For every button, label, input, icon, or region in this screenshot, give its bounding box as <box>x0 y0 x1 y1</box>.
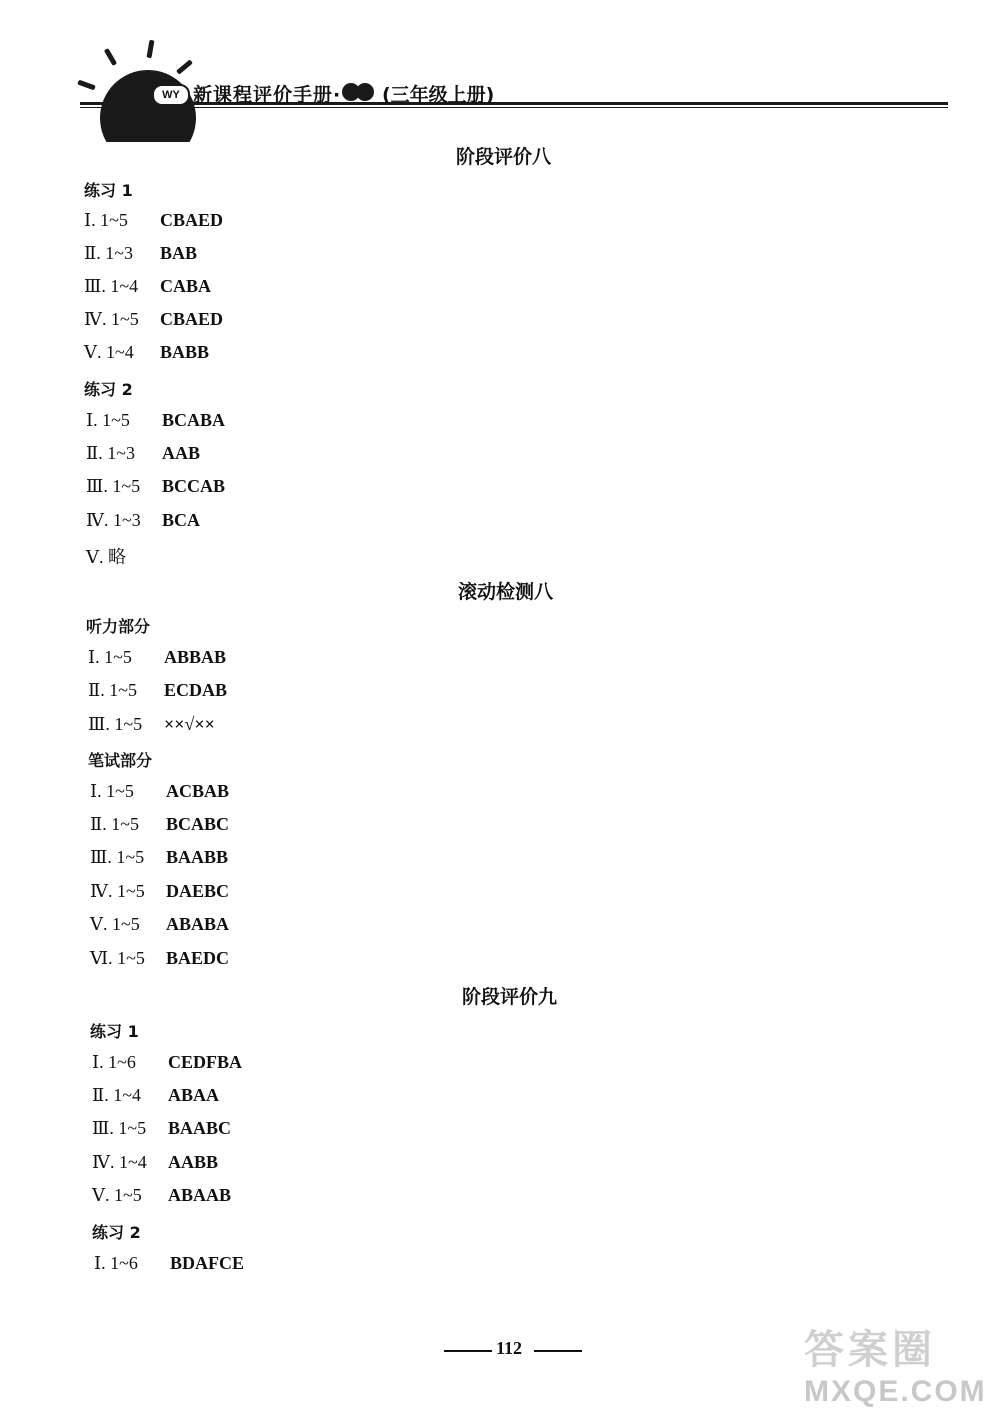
section-title: 阶段评价九 <box>462 986 558 1008</box>
answer-row <box>92 1118 231 1139</box>
answer-row <box>90 881 229 902</box>
answer-row <box>86 510 200 531</box>
answer-key: ABABA <box>166 914 230 934</box>
answer-key: ABBAB <box>164 647 227 667</box>
answer-key: BAABC <box>168 1118 232 1138</box>
question-range: Ⅳ. 1~5 <box>84 309 139 329</box>
answer-row <box>84 309 223 330</box>
answer-row <box>86 410 225 431</box>
question-range: Ⅱ. 1~5 <box>88 680 137 700</box>
question-range: Ⅴ. 1~5 <box>92 1185 142 1205</box>
question-range: Ⅰ. 1~5 <box>84 210 128 230</box>
question-range: Ⅳ. 1~4 <box>92 1152 147 1172</box>
answer-key: BAEDC <box>166 948 230 968</box>
sun-ray-icon <box>77 80 96 91</box>
question-range: Ⅰ. 1~5 <box>88 647 132 667</box>
answer-row <box>84 243 197 264</box>
answer-row <box>86 443 200 464</box>
answer-key: CABA <box>160 276 212 296</box>
answer-row <box>92 1052 242 1073</box>
answer-row <box>90 914 229 935</box>
header-rule-thin <box>80 107 948 108</box>
book-grade: (三年级上册) <box>382 84 495 106</box>
answer-key: ××√×× <box>164 714 215 734</box>
section-title: 阶段评价八 <box>456 146 552 168</box>
answer-key: AABB <box>168 1152 219 1172</box>
answer-key: BDAFCE <box>170 1253 245 1273</box>
answer-row <box>88 647 226 668</box>
page-header <box>60 30 940 115</box>
answer-key: AAB <box>162 443 201 463</box>
answer-row <box>84 210 223 231</box>
group-label: 练习 1 <box>90 1022 139 1041</box>
question-range: Ⅳ. 1~3 <box>86 510 141 530</box>
footer-rule-right <box>534 1350 582 1352</box>
question-range: Ⅴ. 1~4 <box>84 342 134 362</box>
publisher-logo: WY <box>152 84 190 106</box>
question-range: Ⅱ. 1~4 <box>92 1085 141 1105</box>
series-dots-icon <box>342 83 370 106</box>
answer-row <box>90 781 229 802</box>
answer-key: CEDFBA <box>168 1052 243 1072</box>
answer-key: ECDAB <box>164 680 228 700</box>
question-range: Ⅲ. 1~5 <box>92 1118 147 1138</box>
group-label: 练习 2 <box>92 1223 141 1242</box>
watermark-url: MXQE.COM <box>804 1375 987 1408</box>
watermark-text: 答案圈 <box>804 1327 936 1373</box>
footer-rule-left <box>444 1350 492 1352</box>
answer-key: ACBAB <box>166 781 230 801</box>
answer-row <box>90 814 229 835</box>
answer-key: CBAED <box>160 210 224 230</box>
page-number-footer <box>444 1338 584 1362</box>
answer-row <box>92 1085 219 1106</box>
answer-key: BABB <box>160 342 210 362</box>
question-range: Ⅲ. 1~5 <box>90 847 145 867</box>
answer-key: BCABC <box>166 814 230 834</box>
answer-row <box>88 680 227 701</box>
site-watermark <box>804 1318 994 1413</box>
question-range: Ⅰ. 1~6 <box>92 1052 136 1072</box>
question-range: Ⅱ. 1~3 <box>86 443 135 463</box>
answer-row <box>90 948 229 969</box>
sun-ray-icon <box>104 48 117 66</box>
group-label: 笔试部分 <box>88 751 153 770</box>
answer-key: BAABB <box>166 847 229 867</box>
answer-key: ABAA <box>168 1085 220 1105</box>
answer-key: ABAAB <box>168 1185 232 1205</box>
answer-key: BCA <box>162 510 201 530</box>
answer-row <box>94 1253 244 1274</box>
question-range: Ⅰ. 1~6 <box>94 1253 138 1273</box>
answer-row <box>84 342 209 363</box>
book-title: 新课程评价手册· <box>193 84 342 106</box>
answer-key: BCABA <box>162 410 226 430</box>
group-label: 练习 2 <box>84 380 133 399</box>
answer-row <box>86 476 225 497</box>
sun-icon <box>100 70 196 142</box>
question-range: Ⅱ. 1~3 <box>84 243 133 263</box>
question-range: Ⅰ. 1~5 <box>90 781 134 801</box>
answer-row <box>92 1185 231 1206</box>
answer-row <box>86 543 126 569</box>
answer-row <box>88 714 215 735</box>
answer-row <box>84 276 211 297</box>
question-range: Ⅲ. 1~5 <box>88 714 143 734</box>
answer-key: CBAED <box>160 309 224 329</box>
question-range: Ⅴ. 略 <box>86 547 126 567</box>
sun-ray-icon <box>146 40 154 59</box>
answer-key: BAB <box>160 243 198 263</box>
question-range: Ⅳ. 1~5 <box>90 881 145 901</box>
answer-key: DAEBC <box>166 881 230 901</box>
answer-row <box>90 847 228 868</box>
group-label: 听力部分 <box>86 617 151 636</box>
question-range: Ⅰ. 1~5 <box>86 410 130 430</box>
group-label: 练习 1 <box>84 181 133 200</box>
question-range: Ⅲ. 1~4 <box>84 276 139 296</box>
question-range: Ⅲ. 1~5 <box>86 476 141 496</box>
answer-row <box>92 1152 218 1173</box>
question-range: Ⅵ. 1~5 <box>90 948 145 968</box>
answer-key: BCCAB <box>162 476 226 496</box>
question-range: Ⅴ. 1~5 <box>90 914 140 934</box>
section-title: 滚动检测八 <box>458 581 554 603</box>
page-number: 112 <box>496 1338 523 1358</box>
question-range: Ⅱ. 1~5 <box>90 814 139 834</box>
